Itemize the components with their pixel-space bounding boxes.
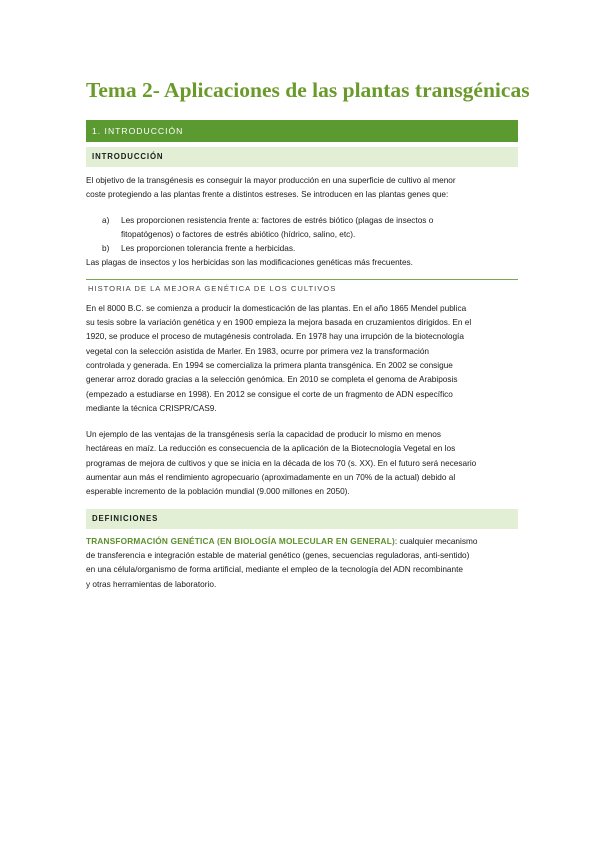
definition-term: TRANSFORMACIÓN GENÉTICA (EN BIOLOGÍA MOLECULAR EN GENERAL) [86,536,395,546]
list-item [86,242,518,256]
list-line: Les proporcionen tolerancia frente a herbicidas. [121,244,296,254]
subheading-introduccion: INTRODUCCIÓN [86,147,518,167]
list-item-text [121,242,518,256]
list-item [86,214,518,243]
list-line: fitopatógenos) o factores de estrés abiótico (hídrico, salino, etc). [121,229,356,239]
section-heading-introduccion: 1. INTRODUCCIÓN [86,120,518,142]
list-marker: a) [102,215,110,225]
history-line: hectáreas en maíz. La reducción es consecuencia de la aplicación de la Biotecnología Vegetal en los [86,444,456,454]
definition-line: de transferencia e integración estable de material genético (genes, secuencias reguladoras, anti-sentido) [86,550,470,560]
history-paragraph-2 [86,428,518,499]
history-line: 1920, se produce el proceso de mutagénesis controlada. En 1978 hay una irrupción de la biotecnología [86,332,464,342]
definition-paragraph [86,535,518,592]
history-line: aumentar aun más el rendimiento agropecuario (aproximadamente en un 70% de la actual) debido al [86,473,456,483]
history-line: vegetal con la selección asistida de Marler. En 1983, ocurre por primera vez la transformación [86,346,430,356]
gene-list [86,214,518,257]
subheading-definiciones: DEFINICIONES [86,509,518,529]
history-line: (empezado a estudiarse en 1998). En 2012 se consigue el corte de un fragmento de ADN específico [86,389,453,399]
history-line: esperable incremento de la población mundial (9.000 millones en 2050). [86,487,350,497]
history-line: En el 8000 B.C. se comienza a producir la domesticación de las plantas. En el año 1865 Mendel publica [86,303,467,313]
list-item-text [121,214,518,243]
history-line: su tesis sobre la variación genética y en 1900 empieza la mejora basada en cruzamientos dirigidos. En el [86,318,472,328]
definition-line: y otras herramientas de laboratorio. [86,579,217,589]
document-page [86,72,530,592]
list-line: Les proporcionen resistencia frente a: factores de estrés biótico (plagas de insectos o [121,215,434,225]
intro-line: coste protegiendo a las plantas frente a distintos estreses. Se introducen en las plantas genes que: [86,190,449,200]
history-line: generar arroz dorado gracias a la selección genómica. En 2010 se completa el genoma de Arabiposis [86,375,458,385]
history-line: Un ejemplo de las ventajas de la transgénesis sería la capacidad de producir lo mismo en menos [86,430,441,440]
intro-closing-text: Las plagas de insectos y los herbicidas son las modificaciones genéticas más frecuentes. [86,258,413,268]
intro-paragraph [86,174,518,203]
history-line: controlada y generada. En 1994 se comercializa la primera planta transgénica. En 2002 se consigue [86,360,453,370]
page-title: Tema 2- Aplicaciones de las plantas transgénicas [86,78,530,102]
definition-first-line: : cualquier mecanismo [394,536,478,546]
history-line: mediante la técnica CRISPR/CAS9. [86,403,217,413]
history-paragraph-1 [86,302,518,416]
definition-line: en una célula/organismo de forma artificial, mediante el empleo de la tecnología del ADN recombinante [86,565,463,575]
history-heading: HISTORIA DE LA MEJORA GENÉTICA DE LOS CULTIVOS [86,279,518,293]
intro-line: El objetivo de la transgénesis es conseguir la mayor producción en una superficie de cultivo al menor [86,176,456,185]
list-marker: b) [102,244,110,254]
history-line: programas de mejora de cultivos y que se inicia en la década de los 70 (s. XX). En el futuro será necesario [86,458,477,468]
